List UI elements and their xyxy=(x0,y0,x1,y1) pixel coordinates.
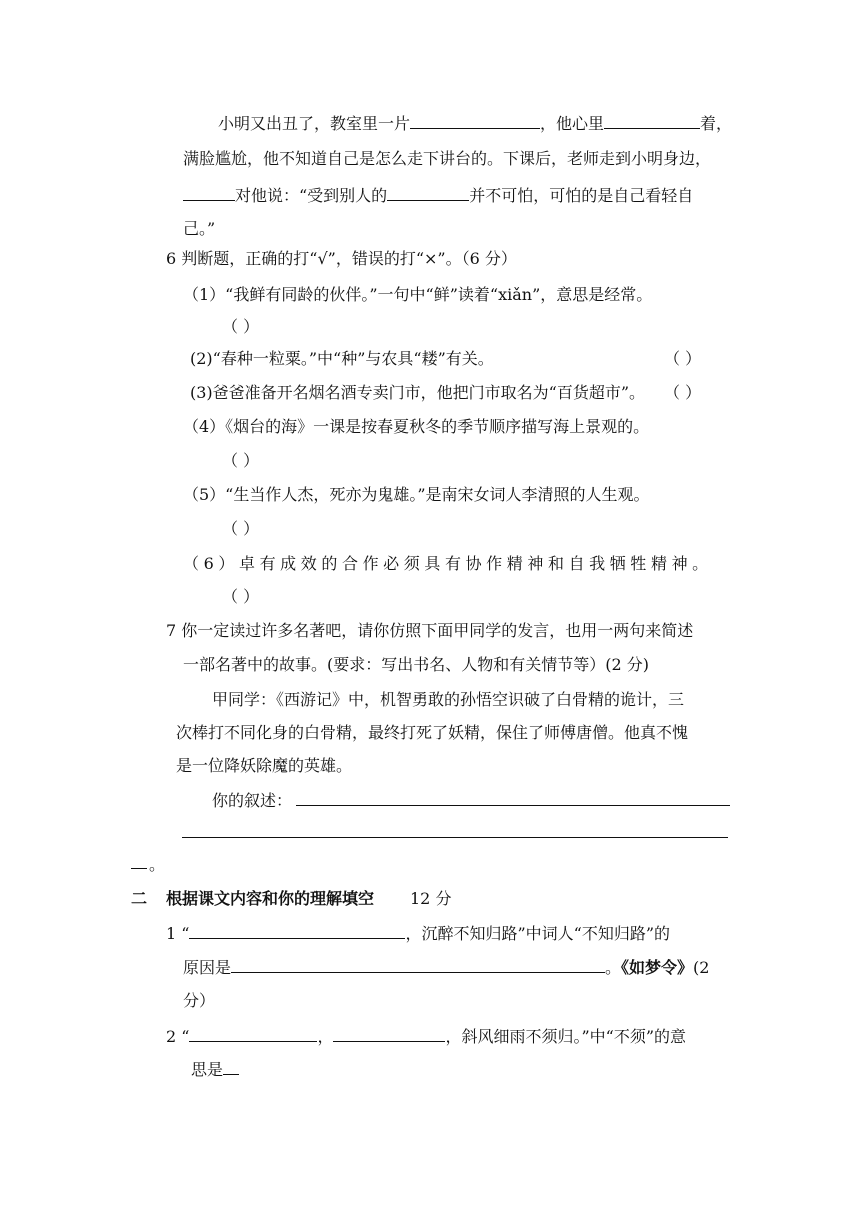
blank[interactable] xyxy=(387,184,469,201)
blank[interactable] xyxy=(223,1058,239,1075)
q6-item-1: （1）“我鲜有同龄的伙伴。”一句中“鲜”读着“xiǎn”，意思是经常。 xyxy=(183,285,653,304)
q6-item-6: （6）卓有成效的合作必须具有协作精神和自我牺牲精神。 xyxy=(183,554,713,573)
q7-title-2: 一部名著中的故事。(要求：写出书名、人物和有关情节等）(2 分) xyxy=(183,655,649,674)
q7-end-mark: 。 xyxy=(149,855,166,874)
s1-line-2: 原因是 。《如梦令》(2 xyxy=(183,958,710,977)
answer-paren[interactable]: （ ） xyxy=(222,587,260,606)
answer-paren[interactable]: （ ） xyxy=(222,519,260,538)
s2-line-1: 2 “ ， ，斜风细雨不须归。”中“不须”的意 xyxy=(166,1027,687,1046)
q6-item-5: （5）“生当作人杰，死亦为鬼雄。”是南宋女词人李清照的人生观。 xyxy=(183,485,650,504)
answer-line[interactable] xyxy=(131,868,147,869)
blank[interactable] xyxy=(183,184,235,201)
passage-line-3: 对他说：“受到别人的 并不可怕，可怕的是自己看轻自 xyxy=(183,184,693,207)
blank[interactable] xyxy=(231,956,605,973)
section-2-number: 二 xyxy=(131,889,148,908)
answer-line[interactable] xyxy=(182,837,728,838)
q7-example-2: 次棒打不同化身的白骨精，最终打死了妖精，保住了师傅唐僧。他真不愧 xyxy=(176,723,689,742)
blank[interactable] xyxy=(189,922,405,939)
section-2-title: 根据课文内容和你的理解填空 xyxy=(166,889,375,908)
q6-item-4: （4）《烟台的海》一课是按春夏秋冬的季节顺序描写海上景观的。 xyxy=(183,417,650,436)
q7-your-answer-label: 你的叙述： xyxy=(212,791,293,810)
q6-item-3: (3)爸爸准备开名烟名酒专卖门市，他把门市取名为“百货超市”。 xyxy=(190,383,646,402)
section-2-score: 12 分 xyxy=(410,889,452,908)
blank[interactable] xyxy=(604,112,700,129)
answer-paren[interactable]: （ ） xyxy=(664,383,702,402)
blank[interactable] xyxy=(410,112,540,129)
q6-title: 6 判断题，正确的打“√”，错误的打“×”。（6 分） xyxy=(166,249,517,268)
blank[interactable] xyxy=(189,1025,317,1042)
answer-paren[interactable]: （ ） xyxy=(664,349,702,368)
q7-example-3: 是一位降妖除魔的英雄。 xyxy=(176,756,353,775)
q7-title-1: 7 你一定读过许多名著吧，请你仿照下面甲同学的发言，也用一两句来简述 xyxy=(166,621,694,640)
answer-paren[interactable]: （ ） xyxy=(222,451,260,470)
answer-line[interactable] xyxy=(296,805,730,806)
passage-line-1: 小明又出丑了，教室里一片 ，他心里 着， xyxy=(218,114,733,133)
s1-line-1: 1 “ ，沉醉不知归路”中词人“不知归路”的 xyxy=(166,924,670,943)
answer-paren[interactable]: （ ） xyxy=(222,317,260,336)
q7-example-1: 甲同学：《西游记》中，机智勇敢的孙悟空识破了白骨精的诡计，三 xyxy=(212,690,685,709)
s1-line-3: 分） xyxy=(183,991,216,1010)
passage-line-2: 满脸尴尬，他不知道自己是怎么走下讲台的。下课后，老师走到小明身边， xyxy=(183,149,712,168)
blank[interactable] xyxy=(333,1025,445,1042)
passage-line-4: 己。” xyxy=(183,219,216,238)
q6-item-2: (2)“春种一粒粟。”中“种”与农具“耧”有关。 xyxy=(190,349,494,368)
s2-line-2: 思是 xyxy=(191,1058,239,1081)
